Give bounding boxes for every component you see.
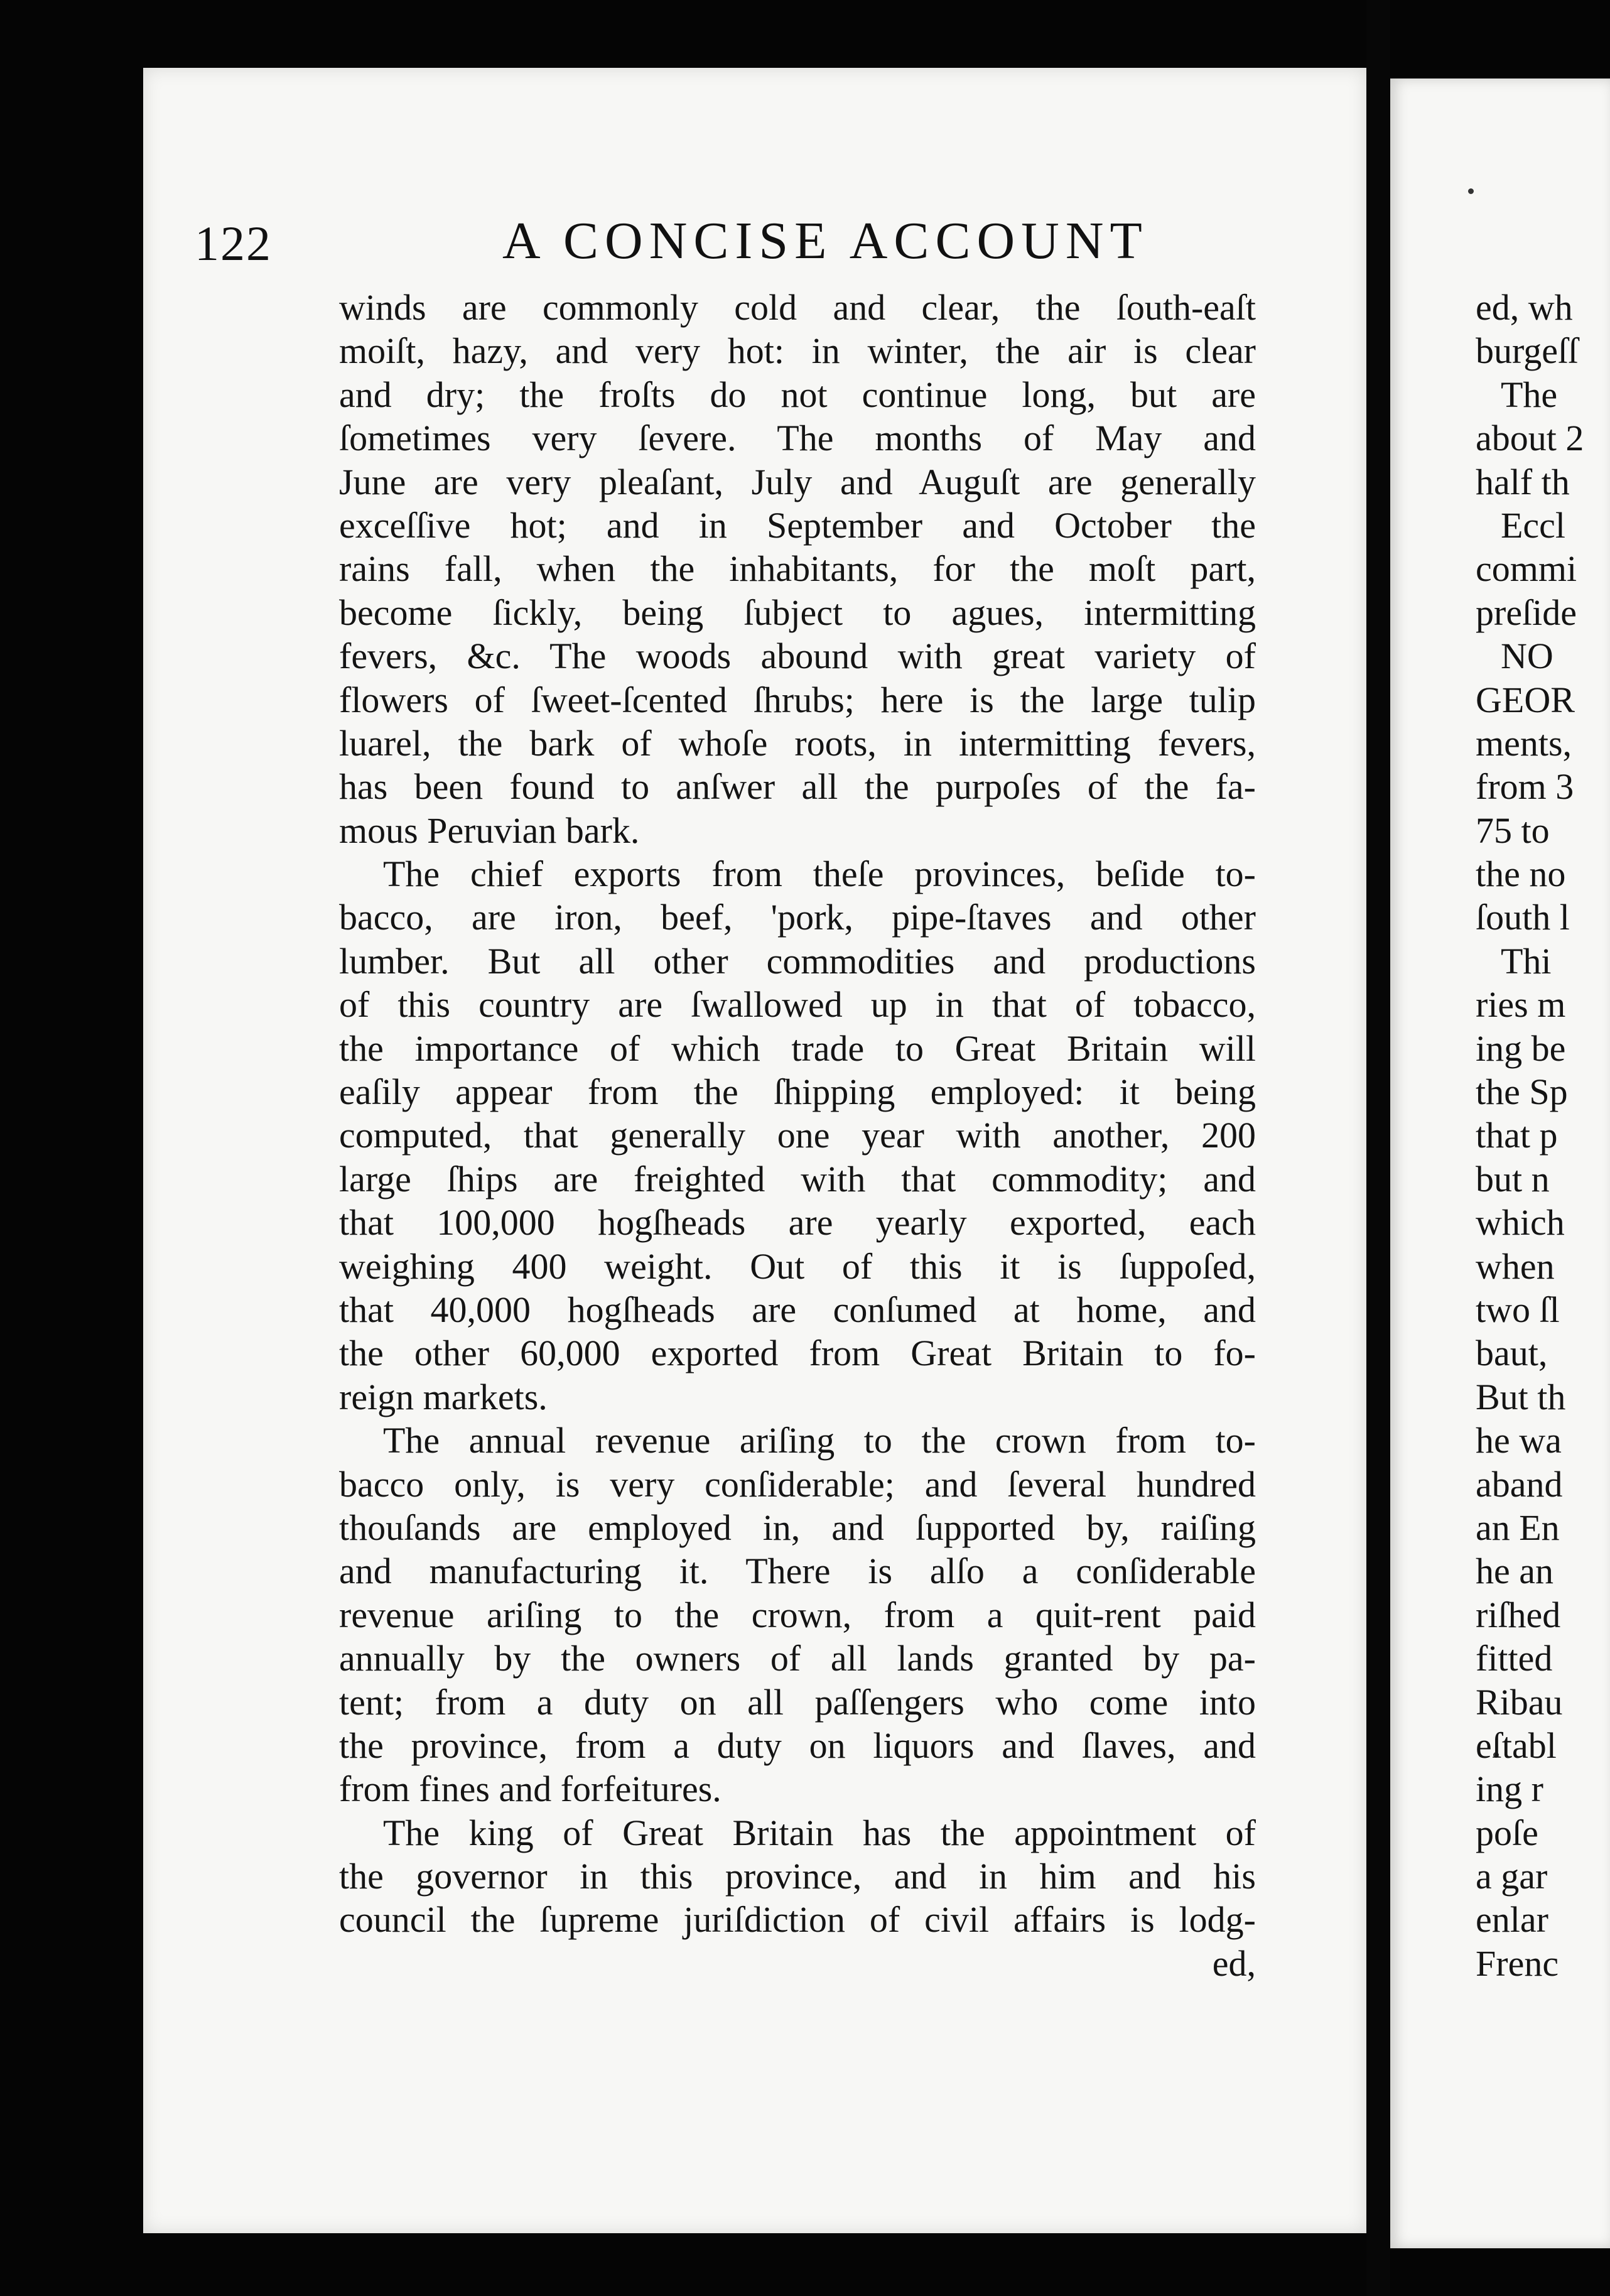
text-line: ſometimes very ſevere. The months of May and xyxy=(339,418,1256,459)
text-line: June are very pleaſant, July and Auguſt are generally xyxy=(339,461,1256,502)
text-line: the importance of which trade to Great Britain will xyxy=(339,1027,1256,1069)
page-number: 122 xyxy=(195,216,272,271)
text-line: The chief exports from theſe provinces, beſide to- xyxy=(383,853,1256,895)
facing-page-line: ments, xyxy=(1476,722,1572,764)
text-line: thouſands are employed in, and ſupported by, raiſing xyxy=(339,1507,1256,1548)
facing-page-line: ed, wh xyxy=(1476,287,1573,328)
running-title: A CONCISE ACCOUNT xyxy=(502,212,1148,270)
text-line: revenue ariſing to the crown, from a quit-rent paid xyxy=(339,1594,1256,1635)
facing-page-line: GEOR xyxy=(1476,679,1575,720)
facing-page-line: Ribau xyxy=(1476,1681,1563,1723)
text-line: weighing 400 weight. Out of this it is ſuppoſed, xyxy=(339,1245,1256,1287)
catchword: ed, xyxy=(1212,1942,1256,1984)
facing-page-line: ries m xyxy=(1476,984,1566,1026)
facing-page-line: but n xyxy=(1476,1158,1550,1199)
facing-page-line: ſouth l xyxy=(1476,897,1570,938)
book-gutter xyxy=(1366,0,1390,2296)
text-line: The king of Great Britain has the appointment of xyxy=(383,1812,1256,1853)
text-line: eaſily appear from the ſhipping employed: it being xyxy=(339,1071,1256,1113)
text-line: of this country are ſwallowed up in that of tobacco, xyxy=(339,984,1256,1026)
facing-page-line: that p xyxy=(1476,1115,1558,1156)
text-line: and manufacturing it. There is alſo a conſiderable xyxy=(339,1551,1256,1592)
text-line: winds are commonly cold and clear, the ſouth-eaſt xyxy=(339,287,1256,328)
text-line: become ſickly, being ſubject to agues, intermitting xyxy=(339,592,1256,633)
facing-page-line: ing r xyxy=(1476,1768,1543,1810)
facing-page-line: a gar xyxy=(1476,1856,1548,1897)
facing-page-line: Eccl xyxy=(1501,504,1566,546)
text-line: reign markets. xyxy=(339,1376,548,1417)
facing-page-line: 75 to xyxy=(1476,810,1550,851)
text-line: annually by the owners of all lands granted by pa- xyxy=(339,1638,1256,1679)
text-line: mous Peruvian bark. xyxy=(339,810,640,851)
facing-page-line: Frenc xyxy=(1476,1942,1559,1984)
text-line: the other 60,000 exported from Great Britain to fo- xyxy=(339,1333,1256,1374)
facing-page-line: the Sp xyxy=(1476,1071,1568,1113)
text-line: that 100,000 hogſheads are yearly exported, each xyxy=(339,1202,1256,1243)
facing-page-line: he an xyxy=(1476,1551,1553,1592)
facing-page-text xyxy=(1476,286,1584,1985)
body-text xyxy=(339,286,1256,1985)
text-line: fevers, &c. The woods abound with great variety of xyxy=(339,636,1256,677)
facing-page-line: an En xyxy=(1476,1507,1560,1548)
text-line: rains fall, when the inhabitants, for the moſt part, xyxy=(339,548,1256,590)
text-line: and dry; the froſts do not continue long, but are xyxy=(339,374,1256,415)
facing-page-line: enlar xyxy=(1476,1899,1548,1941)
text-line: tent; from a duty on all paſſengers who come into xyxy=(339,1681,1256,1723)
facing-page-line: NO xyxy=(1501,636,1553,677)
facing-page-line: when xyxy=(1476,1245,1555,1287)
text-line: large ſhips are freighted with that commodity; and xyxy=(339,1158,1256,1199)
facing-page-line: riſhed xyxy=(1476,1594,1561,1635)
facing-page-line: aband xyxy=(1476,1463,1563,1505)
text-line: moiſt, hazy, and very hot: in winter, the air is clear xyxy=(339,330,1256,372)
facing-page-line: half th xyxy=(1476,461,1570,502)
text-line: that 40,000 hogſheads are conſumed at home, and xyxy=(339,1289,1256,1330)
running-head xyxy=(195,210,1256,279)
text-line: the province, from a duty on liquors and ſlaves, and xyxy=(339,1725,1256,1766)
facing-page-line: But th xyxy=(1476,1376,1566,1417)
text-line: has been found to anſwer all the purpoſes of the fa- xyxy=(339,766,1256,808)
facing-page-line: about 2 xyxy=(1476,418,1584,459)
facing-page-line: poſe xyxy=(1476,1812,1538,1853)
text-line: computed, that generally one year with another, 200 xyxy=(339,1115,1256,1156)
facing-page-line: preſide xyxy=(1476,592,1577,633)
text-line: from fines and forfeitures. xyxy=(339,1768,721,1810)
facing-page-line: ing be xyxy=(1476,1027,1566,1069)
facing-page-line: Thi xyxy=(1501,940,1552,982)
facing-page-line: which xyxy=(1476,1202,1565,1243)
text-line: the governor in this province, and in him and his xyxy=(339,1856,1256,1897)
facing-page-line: the no xyxy=(1476,853,1566,895)
text-line: lumber. But all other commodities and productions xyxy=(339,940,1256,982)
facing-page-line: fitted xyxy=(1476,1638,1553,1679)
text-line: luarel, the bark of whoſe roots, in intermitting fevers, xyxy=(339,722,1256,764)
facing-page-line: eſtabl xyxy=(1476,1725,1557,1766)
facing-page-line: from 3 xyxy=(1476,766,1574,808)
facing-page-line: The xyxy=(1501,374,1558,415)
facing-page-line: burgeſſ xyxy=(1476,330,1579,372)
text-line: council the ſupreme juriſdiction of civil affairs is lodg- xyxy=(339,1899,1256,1941)
facing-page-line: two ſl xyxy=(1476,1289,1560,1330)
text-line: The annual revenue ariſing to the crown from to- xyxy=(383,1420,1256,1461)
facing-page-line: commi xyxy=(1476,548,1577,590)
text-line: flowers of ſweet-ſcented ſhrubs; here is the large tulip xyxy=(339,679,1256,720)
text-line: exceſſive hot; and in September and October the xyxy=(339,504,1256,546)
facing-page-line: baut, xyxy=(1476,1333,1548,1374)
text-line: bacco, are iron, beef, 'pork, pipe-ſtaves and other xyxy=(339,897,1256,938)
text-line: bacco only, is very conſiderable; and ſeveral hundred xyxy=(339,1463,1256,1505)
paper-speck xyxy=(1468,188,1474,194)
facing-page-line: he wa xyxy=(1476,1420,1562,1461)
